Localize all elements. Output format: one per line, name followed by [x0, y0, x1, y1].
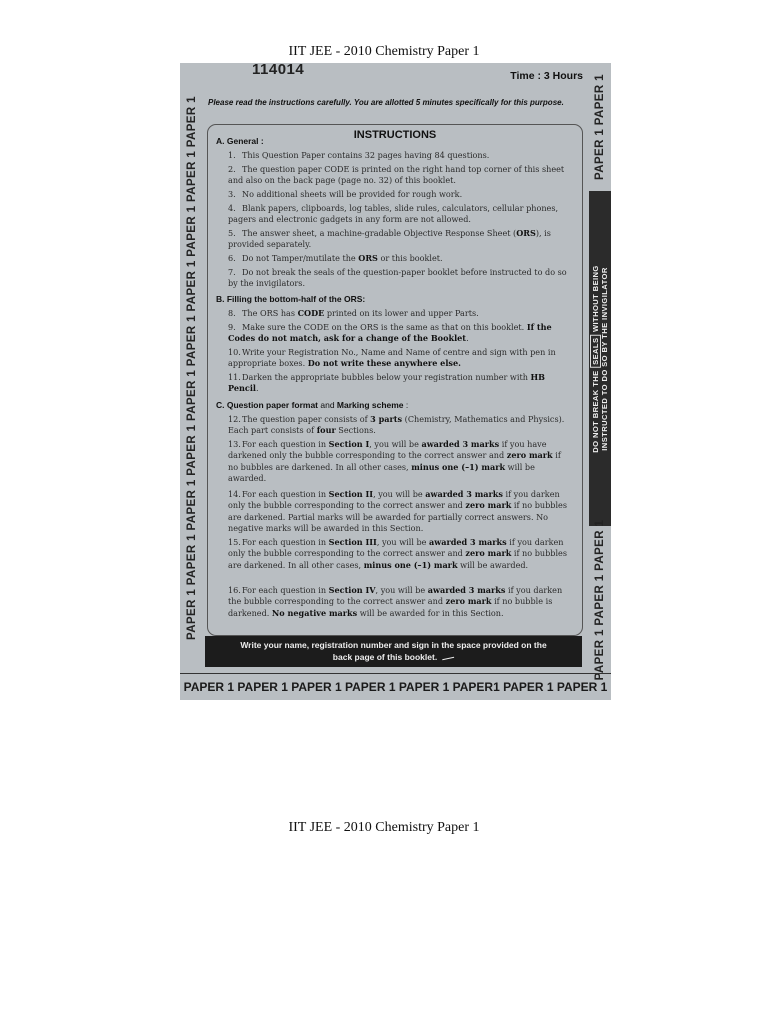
instruction-item-8: 8. The ORS has CODE printed on its lower and upper Parts.: [228, 308, 479, 318]
seal-notice-line1-b: WITHOUT BEING: [591, 264, 600, 335]
instruction-item-13: 13.For each question in Section I, you will be awarded 3 marks if you have darkened only the bubble corresponding to the correct answer and zero mark if no bubbles are darkened. In all other cases, minus one (–1) mark will be awarded.: [228, 439, 561, 484]
left-paper-strip: [180, 63, 204, 673]
instruction-item-10: 10.Write your Registration No., Name and Name of centre and sign with pen in appropriate boxes. Do not write these anywhere else.: [228, 347, 556, 369]
seal-notice-line2: INSTRUCTED TO DO SO BY THE INVIGILATOR: [600, 266, 609, 451]
instruction-item-5: 5. The answer sheet, a machine-gradable Objective Response Sheet (ORS), is provided separately.: [228, 228, 551, 250]
right-strip-top-text: PAPER 1 PAPER 1: [594, 74, 606, 180]
instruction-item-7: 7. Do not break the seals of the question-paper booklet before instructed to do so by the invigilators.: [228, 267, 567, 289]
question-paper-code: 114014: [252, 63, 305, 78]
signature-banner-line1: Write your name, registration number and sign in the space provided on the: [240, 640, 547, 650]
seal-notice: [589, 191, 611, 526]
instruction-item-11: 11.Darken the appropriate bubbles below your registration number with HB Pencil.: [228, 372, 545, 394]
instruction-item-15: 15.For each question in Section III, you will be awarded 3 marks if you darken only the bubble corresponding to the correct answer and zero mark if no bubbles are darkened. In all other cases, minus one (–1) mark will be awarded.: [228, 537, 568, 570]
signature-banner: [205, 636, 582, 667]
page-header: IIT JEE - 2010 Chemistry Paper 1: [288, 44, 480, 59]
section-c-heading: C. Question paper format and Marking scheme :: [216, 400, 409, 410]
instruction-item-3: 3. No additional sheets will be provided for rough work.: [228, 189, 463, 199]
right-paper-strip: [589, 63, 611, 680]
instruction-item-12: 12.The question paper consists of 3 parts (Chemistry, Mathematics and Physics). Each part consists of four Sections.: [228, 414, 565, 436]
signature-banner-line2: back page of this booklet.: [332, 652, 438, 662]
instruction-item-4: 4. Blank papers, clipboards, log tables, slide rules, calculators, cellular phones, pagers and electronic gadgets in any form are not allowed.: [228, 203, 559, 225]
signature-mark-icon: [442, 655, 454, 660]
instruction-item-9: 9. Make sure the CODE on the ORS is the same as that on this booklet. If the Codes do not match, ask for a change of the Booklet.: [228, 322, 552, 344]
instructions-title: INSTRUCTIONS: [353, 129, 437, 141]
instructions-box: [207, 124, 583, 636]
instruction-item-1: 1. This Question Paper contains 32 pages having 84 questions.: [228, 150, 490, 160]
section-a-heading: A. General :: [216, 136, 264, 146]
instruction-item-14: 14.For each question in Section II, you will be awarded 3 marks if you darken only the bubble corresponding to the correct answer and zero mark if no bubbles are darkened. Partial marks will be awarded for partially correct answers. No negative marks will be awarded in this Section.: [228, 489, 568, 534]
time-allowed: Time : 3 Hours: [510, 70, 583, 82]
instruction-item-2: 2. The question paper CODE is printed on the right hand top corner of this sheet and also on the back page (page no. 32) of this booklet.: [228, 164, 565, 186]
instruction-item-16: 16.For each question in Section IV, you will be awarded 3 marks if you darken the bubble corresponding to the correct answer and zero mark if no bubble is darkened. No negative marks will be awarded for in this Section.: [228, 585, 563, 618]
instruction-item-6: 6. Do not Tamper/mutilate the ORS or this booklet.: [228, 253, 443, 263]
right-strip-bottom-text: PAPER 1 PAPER 1 PAPER 1: [594, 519, 606, 680]
section-b-heading: B. Filling the bottom-half of the ORS:: [216, 294, 366, 304]
please-read-note: Please read the instructions carefully. You are allotted 5 minutes specifically for this purpose.: [208, 98, 564, 107]
seal-notice-line1-a: DO NOT BREAK THE: [591, 367, 600, 453]
scanned-instruction-page: [180, 63, 611, 700]
left-paper-strip-text: PAPER 1 PAPER 1 PAPER 1 PAPER 1 PAPER 1 PAPER 1 PAPER 1 PAPER 1 PAPER 1 PAPER 1: [186, 96, 198, 640]
bottom-paper-strip-text: PAPER 1 PAPER 1 PAPER 1 PAPER 1 PAPER 1 PAPER1 PAPER 1 PAPER 1: [183, 680, 608, 694]
page-footer: IIT JEE - 2010 Chemistry Paper 1: [288, 820, 480, 835]
seal-notice-seals-word: SEALS: [590, 334, 601, 367]
bottom-paper-strip: [180, 673, 611, 700]
